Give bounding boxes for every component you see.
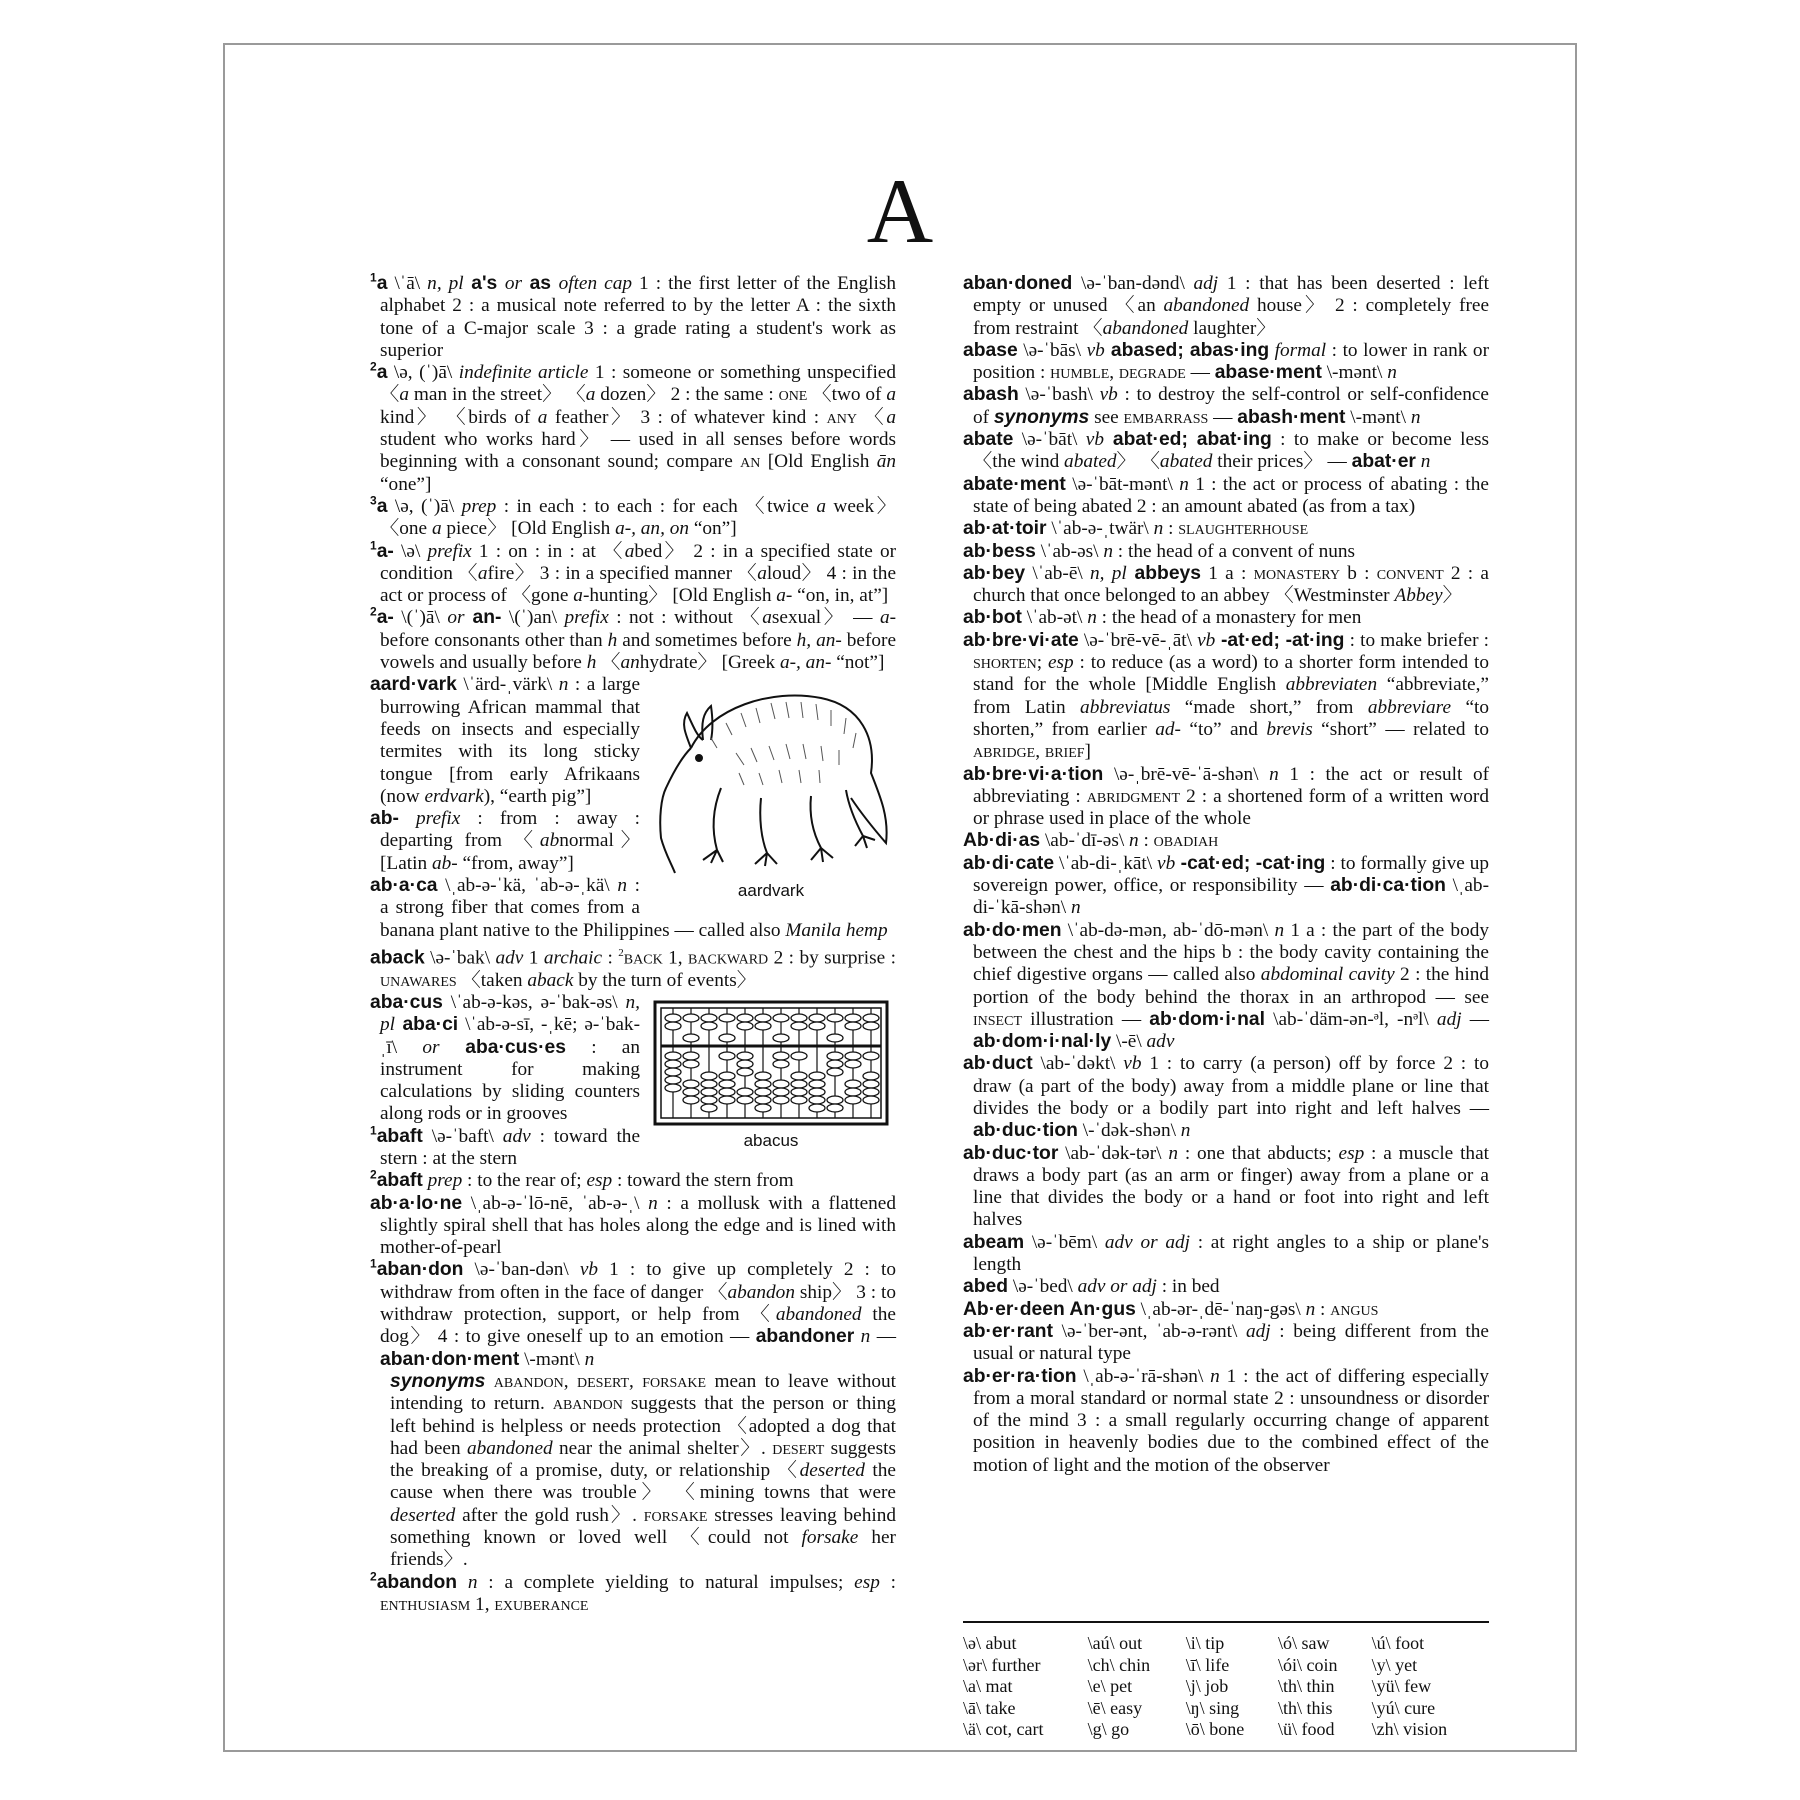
headword: a- (376, 540, 394, 562)
entry-a-prefix-2: $^2$a- \(ˈ)ā\ or an- \(ˈ)an\ prefix : not : without 〈asexual〉 — a- before consonants other than h and sometimes before h, an- before vowels and usually before h 〈anhydrate〉 [Greek a-, an- “not”] (370, 605, 896, 674)
headword: aban·don (376, 1259, 464, 1281)
entry-abandon-1: $^1$aban·don \ə-ˈban-dən\ vb 1 : to give up completely 2 : to withdraw from often in the face of danger 〈abandon ship〉 3 : to withdraw protection, support, or help from 〈abandoned the dog〉 4 : to give oneself up to an emotion — abandoner n — aban·don·ment \-mənt\ n (370, 1257, 897, 1370)
headword: ab·bey (963, 562, 1026, 584)
headword: ab·a·ca (370, 875, 438, 897)
entry-abaft-1: $^1$abaft \ə-ˈbaft\ adv : toward the stern : at the stern (370, 1123, 640, 1169)
entry-a-1: $^1$a \ˈā\ n, pl a's or as often cap 1 : the first letter of the English alphabet 2 : a musical note referred to by the letter A : the sixth tone of a C-major scale 3 : a grade rating a student's work as superior (370, 270, 896, 361)
pronunciation-cell: \ä\ cot, cart (963, 1719, 1044, 1739)
entry-aback: aback \ə-ˈbak\ adv 1 archaic : $^2$back 1, backward 2 : by surprise : unawares 〈taken aback by the turn of events〉 (370, 946, 897, 991)
pronunciation-cell: \ē\ easy (1087, 1697, 1143, 1718)
entry-abdias: Ab·di·as \ab-ˈdī-əs\ n : obadiah (963, 830, 1219, 852)
aardvark-illustration-icon (651, 678, 891, 878)
entry-ab: ab- prefix : from : away : departing from 〈abnormal〉 [Latin ab- “from, away”] (370, 808, 640, 874)
pronunciation-table (963, 1633, 1489, 1741)
pronunciation-cell: \ú\ foot (1371, 1633, 1425, 1653)
section-letter: A (866, 160, 934, 262)
headword: ab·bess (963, 540, 1036, 562)
headword: ab·bot (963, 607, 1022, 629)
headword: abase (963, 339, 1018, 361)
pronunciation-cell: \th\ thin (1277, 1676, 1335, 1696)
headword: abandon (376, 1571, 458, 1593)
pronunciation-cell: \ŋ\ sing (1185, 1697, 1240, 1718)
headword: ab·duc·tor (963, 1142, 1059, 1164)
pronunciation-cell: \g\ go (1087, 1719, 1130, 1739)
entry-abductor: ab·duc·tor \ab-ˈdək-tər\ n : one that abducts; esp : a muscle that draws a body part (as an arm or finger) away from a plane or a line that divides the body or a hand or foot into right and left halves (963, 1142, 1489, 1231)
aardvark-figure (646, 678, 896, 902)
entry-abeam: abeam \ə-ˈbēm\ adv or adj : at right angles to a ship or plane's length (963, 1231, 1489, 1276)
headword: abed (963, 1276, 1009, 1298)
pronunciation-cell: \ói\ coin (1277, 1654, 1338, 1675)
headword: ab- (370, 808, 399, 830)
pronunciation-cell: \ə\ abut (963, 1633, 1017, 1653)
entry-abate: abate \ə-ˈbāt\ vb abat·ed; abat·ing : to make or become less 〈the wind abated〉 〈abated their prices〉 — abat·er n (963, 429, 1490, 473)
headword: aba·cus (370, 991, 443, 1013)
entry-abduct: ab·duct \ab-ˈdəkt\ vb 1 : to carry (a person) off by force 2 : to draw (a part of the body) away from a middle plane or line that divides the body or a bodily part into right and left halves — ab·duc·tion \-ˈdək-shən\ n (963, 1053, 1489, 1142)
entry-abdomen: ab·do·men \ˈab-də-mən, ab-ˈdō-mən\ n 1 a : the part of the body between the chest and the hips b : the body cavity containing the chief digestive organs — called also abdominal cavity 2 : the hind portion of the body behind the thorax in an arthropod — see insect illustration — ab·dom·i·nal \ab-ˈdäm-ən-ᵊl, -nᵊl\ adj — ab·dom·i·nal·ly \-ē\ adv (963, 919, 1489, 1053)
headword: abaft (376, 1125, 423, 1147)
entry-aberration: ab·er·ra·tion \ˌab-ə-ˈrā-shən\ n 1 : the act of differing especially from a moral standard or normal state 2 : unsoundness or disorder of the mind 3 : a small regularly occurring change of apparent position in heavenly bodies due to the combined effect of the motion of light and the motion of the observer (963, 1365, 1489, 1476)
entry-abaft-2: $^2$abaft prep : to the rear of; esp : toward the stern from (370, 1167, 794, 1192)
headword: Ab·er·deen An·gus (963, 1298, 1136, 1320)
figure-caption: abacus (743, 1130, 799, 1150)
headword: aback (370, 947, 425, 969)
headword: ab·bre·vi·ate (963, 629, 1079, 651)
headword: ab·at·toir (963, 518, 1047, 540)
pronunciation-guide (963, 1621, 1489, 1741)
entry-abbot: ab·bot \ˈab-ət\ n : the head of a monastery for men (963, 607, 1362, 629)
pronunciation-row (963, 1633, 1489, 1655)
pronunciation-cell: \ī\ life (1185, 1654, 1230, 1675)
headword: ab·a·lo·ne (370, 1192, 463, 1214)
headword: a- (376, 607, 394, 629)
pronunciation-cell: \ō\ bone (1185, 1719, 1245, 1739)
headword: ab·bre·vi·a·tion (963, 763, 1104, 785)
entry-abbreviate: ab·bre·vi·ate \ə-ˈbrē-vē-ˌāt\ vb -at·ed; -at·ing : to make briefer : shorten; esp : to reduce (as a word) to a shorter form intended to stand for the whole [Middle English abbreviaten “abbreviate,” from Latin abbreviatus “made short,” from abbreviare “to shorten,” from earlier ad- “to” and brevis “short” — related to abridge, brief] (963, 629, 1490, 763)
entry-abbess: ab·bess \ˈab-əs\ n : the head of a convent of nuns (963, 540, 1355, 562)
figure-caption: aardvark (737, 881, 805, 901)
entry-a-3: $^3$a \ə, (ˈ)ā\ prep : in each : to each : for each 〈twice a week〉 〈one a piece〉 [Old English a-, an, on “on”] (370, 493, 896, 540)
headword: a (376, 362, 388, 384)
entry-aberdeen-angus: Ab·er·deen An·gus \ˌab-ər-ˌdē-ˈnaŋ-gəs\ n : angus (963, 1298, 1379, 1320)
entry-abandon-2: $^2$abandon n : a complete yielding to natural impulses; esp : enthusiasm 1, exuberance (370, 1569, 897, 1615)
headword: Ab·di·as (963, 830, 1041, 852)
headword: abate·ment (963, 473, 1066, 495)
entry-abase: abase \ə-ˈbās\ vb abased; abas·ing formal : to lower in rank or position : humble, degrade — abase·ment \-mənt\ n (963, 339, 1489, 384)
entry-abatement: abate·ment \ə-ˈbāt-mənt\ n 1 : the act or process of abating : the state of being abated 2 : an amount abated (as from a tax) (963, 473, 1489, 517)
pronunciation-cell: \yú\ cure (1371, 1697, 1436, 1718)
abacus-figure (646, 998, 896, 1152)
pronunciation-cell: \a\ mat (963, 1676, 1013, 1696)
headword: ab·di·cate (963, 852, 1055, 874)
headword: aban·doned (963, 273, 1073, 294)
headword: abash (963, 384, 1019, 406)
pronunciation-cell: \y\ yet (1371, 1654, 1418, 1675)
entry-a-2: $^2$a \ə, (ˈ)ā\ indefinite article 1 : someone or something unspecified 〈a man in the street〉 〈a dozen〉 2 : the same : one 〈two of a kind〉 〈birds of a feather〉 3 : of whatever kind : any 〈a student who works hard〉 — used in all senses before words beginning with a consonant sound; compare an [Old English ān “one”] (370, 359, 897, 495)
pronunciation-cell: \ər\ further (963, 1654, 1041, 1675)
synonyms-paragraph: synonyms abandon, desert, forsake mean to leave without intending to return. abandon suggests that the person or thing left behind is helpless or needs protection 〈adopted a dog that had been abandoned near the animal shelter〉. desert suggests the breaking of a promise, duty, or relationship 〈deserted the cause when there was trouble〉 〈mining towns that were deserted after the gold rush〉. forsake stresses leaving behind something known or loved well 〈could not forsake her friends〉. (390, 1370, 896, 1571)
abacus-illustration-icon (651, 998, 891, 1128)
pronunciation-cell: \ü\ food (1277, 1719, 1335, 1739)
entry-aberrant: ab·er·rant \ə-ˈber-ənt, ˈab-ə-rənt\ adj : being different from the usual or natural type (963, 1320, 1489, 1365)
entry-abandoned: aban·doned \ə-ˈban-dənd\ adj 1 : that has been deserted : left empty or unused 〈an abandoned house〉 2 : completely free from restraint 〈abandoned laughter〉 (963, 273, 1490, 339)
pronunciation-row (963, 1698, 1489, 1720)
right-column (963, 273, 1489, 1477)
entry-abdicate: ab·di·cate \ˈab-di-ˌkāt\ vb -cat·ed; -cat·ing : to formally give up sovereign power, office, or responsibility — ab·di·ca·tion \ˌab-di-ˈkā-shən\ n (963, 852, 1490, 919)
pronunciation-row (963, 1655, 1489, 1677)
headword: ab·er·ra·tion (963, 1365, 1077, 1387)
entry-abaca: ab·a·ca \ˌab-ə-ˈkä, ˈab-ə-ˌkä\ n : a strong fiber that comes from a banana plant native to the Philippines — called also Manila hemp (370, 875, 888, 941)
headword: ab·do·men (963, 919, 1062, 941)
entry-abattoir: ab·at·toir \ˈab-ə-ˌtwär\ n : slaughterhouse (963, 518, 1309, 540)
headword: aard·vark (370, 674, 457, 696)
pronunciation-cell: \yü\ few (1371, 1676, 1432, 1696)
entry-abed: abed \ə-ˈbed\ adv or adj : in bed (963, 1276, 1220, 1298)
pronunciation-row (963, 1676, 1489, 1698)
pronunciation-cell: \ó\ saw (1277, 1633, 1330, 1653)
entry-abbey: ab·bey \ˈab-ē\ n, pl abbeys 1 a : monastery b : convent 2 : a church that once belonged to an abbey 〈Westminster Abbey〉 (963, 562, 1489, 607)
headword: ab·er·rant (963, 1320, 1053, 1342)
pronunciation-cell: \e\ pet (1087, 1676, 1133, 1696)
headword: abaft (376, 1170, 423, 1192)
headword: a (376, 273, 388, 294)
pronunciation-cell: \th\ this (1277, 1697, 1333, 1718)
entry-abalone: ab·a·lo·ne \ˌab-ə-ˈlō-nē, ˈab-ə-ˌ\ n : a mollusk with a flattened slightly spiral shell that has holes along the edge and is lined with mother-of-pearl (370, 1192, 896, 1259)
pronunciation-cell: \zh\ vision (1371, 1719, 1448, 1739)
headword: ab·duct (963, 1053, 1033, 1075)
pronunciation-row (963, 1719, 1489, 1741)
left-column (370, 270, 897, 1616)
entry-abacus: aba·cus \ˈab-ə-kəs, ə-ˈbak-əs\ n, pl aba·ci \ˈab-ə-sī, -ˌkē; ə-ˈbak-ˌī\ or aba·cus·es : an instrument for making calculations by sliding counters along rods or in grooves (370, 991, 640, 1125)
dictionary-page (223, 43, 1577, 1752)
entry-abash: abash \ə-ˈbash\ vb : to destroy the self-control or self-confidence of synonyms see embarrass — abash·ment \-mənt\ n (963, 384, 1489, 428)
pronunciation-cell: \ā\ take (963, 1697, 1016, 1718)
pronunciation-cell: \j\ job (1185, 1676, 1229, 1696)
headword: abate (963, 429, 1014, 451)
entry-abbreviation: ab·bre·vi·a·tion \ə-ˌbrē-vē-ˈā-shən\ n 1 : the act or result of abbreviating : abridgment 2 : a shortened form of a written word or phrase used in place of the whole (963, 763, 1490, 830)
headword: abeam (963, 1231, 1025, 1253)
entry-a-prefix-1: $^1$a- \ə\ prefix 1 : on : in : at 〈abed〉 2 : in a specified state or condition 〈afire〉 3 : in a specified manner 〈aloud〉 4 : in the act or process of 〈gone a-hunting〉 [Old English a- “on, in, at”] (370, 538, 897, 607)
pronunciation-cell: \ch\ chin (1087, 1654, 1151, 1675)
pronunciation-cell: \i\ tip (1185, 1633, 1225, 1653)
entry-aardvark: aard·vark \ˈärd-ˌvärk\ n : a large burrowing African mammal that feeds on insects and especially termites with its long sticky tongue [from early Afrikaans (now erdvark), “earth pig”] (370, 674, 641, 807)
pronunciation-cell: \aú\ out (1087, 1633, 1143, 1653)
headword: a (376, 495, 388, 517)
